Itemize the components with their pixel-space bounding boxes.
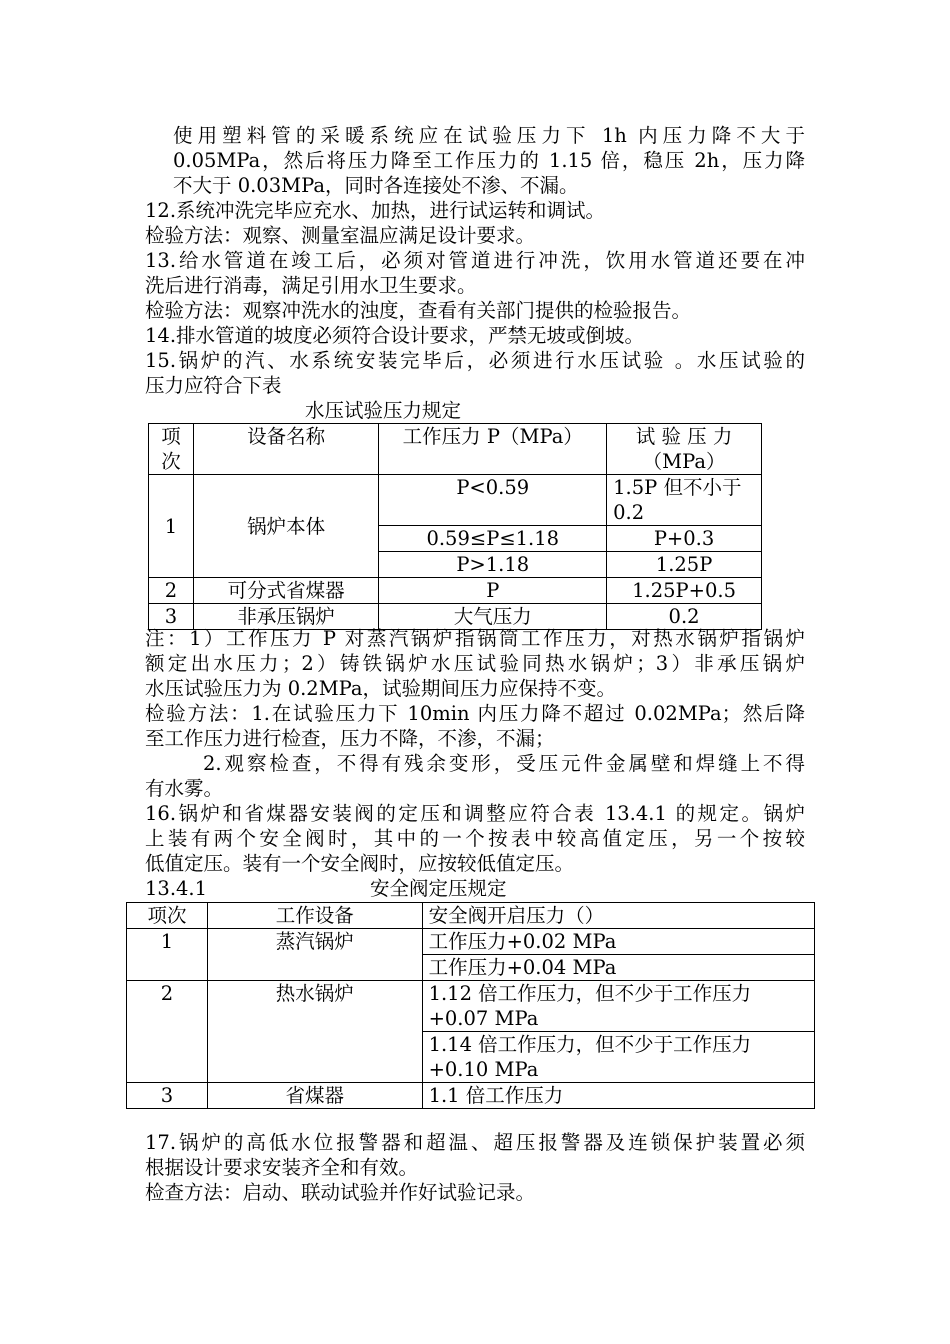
table-cell: 锅炉本体 [193, 475, 378, 578]
table-row [127, 981, 815, 1032]
table-title: 水压试验压力规定 [305, 399, 462, 422]
header-cell: 试 验 压 力（MPa） [607, 424, 762, 475]
table-cell: P [379, 578, 607, 604]
table-cell: 2 [127, 981, 208, 1083]
table-header-row [149, 424, 762, 475]
table-cell: 0.59≤P≤1.18 [379, 526, 607, 552]
paragraph-line: 0.05MPa，然后将压力降至工作压力的 1.15 倍，稳压 2h，压力降 [173, 149, 805, 172]
note-line: 注：1）工作压力 P 对蒸汽锅炉指锅筒工作压力，对热水锅炉指锅炉 [145, 627, 805, 650]
table-row [127, 929, 815, 955]
cell-line: 1.14 倍工作压力，但不少于工作压力 [428, 1033, 752, 1056]
table-cell: 非承压锅炉 [193, 604, 378, 630]
safety-valve-table [126, 902, 815, 1109]
table-cell: P<0.59 [379, 475, 607, 526]
note-line: 2.观察检查，不得有残余变形，受压元件金属壁和焊缝上不得 [203, 752, 805, 775]
paragraph-line: 根据设计要求安装齐全和有效。 [145, 1156, 419, 1179]
header-cell: 安全阀开启压力（） [422, 903, 814, 929]
table-cell [422, 981, 814, 1032]
paragraph-line: 检查方法：启动、联动试验并作好试验记录。 [145, 1181, 536, 1204]
cell-line: +0.07 MPa [428, 1007, 539, 1030]
paragraph-line: 检验方法：观察、测量室温应满足设计要求。 [145, 224, 536, 247]
table-cell: 1 [127, 929, 208, 981]
header-cell: 工作设备 [207, 903, 422, 929]
note-line: 有水雾。 [145, 777, 224, 800]
pressure-test-table [148, 423, 762, 630]
table-cell: 蒸汽锅炉 [207, 929, 422, 981]
header-cell: 项次 [127, 903, 208, 929]
paragraph-line: 12.系统冲洗完毕应充水、加热，进行试运转和调试。 [145, 199, 606, 222]
table-cell: 工作压力+0.04 MPa [422, 955, 814, 981]
table-cell: 2 [149, 578, 194, 604]
table-cell: 0.2 [607, 604, 762, 630]
paragraph-line: 不大于 0.03MPa，同时各连接处不渗、不漏。 [173, 174, 579, 197]
note-line: 检验方法：1.在试验压力下 10min 内压力降不超过 0.02MPa；然后降 [145, 702, 805, 725]
table-cell: 1 [149, 475, 194, 578]
table-cell: 1.5P 但不小于 0.2 [607, 475, 762, 526]
table-cell: 3 [149, 604, 194, 630]
note-line: 上装有两个安全阀时，其中的一个按表中较高值定压，另一个按较 [145, 827, 805, 850]
table-cell: 热水锅炉 [207, 981, 422, 1083]
paragraph-line: 检验方法：观察冲洗水的浊度，查看有关部门提供的检验报告。 [145, 299, 692, 322]
table-header-row [127, 903, 815, 929]
header-cell: 设备名称 [193, 424, 378, 475]
note-line: 至工作压力进行检查，压力不降，不渗，不漏； [145, 727, 555, 750]
paragraph-line: 15.锅炉的汽、水系统安装完毕后，必须进行水压试验 。水压试验的 [145, 349, 805, 372]
table-cell: 省煤器 [207, 1083, 422, 1109]
note-line: 16.锅炉和省煤器安装阀的定压和调整应符合表 13.4.1 的规定。锅炉 [145, 802, 805, 825]
note-line: 水压试验压力为 0.2MPa，试验期间压力应保持不变。 [145, 677, 617, 700]
table-cell: 3 [127, 1083, 208, 1109]
paragraph-line: 使用塑料管的采暖系统应在试验压力下 1h 内压力降不大于 [173, 124, 805, 147]
table-cell: 1.25P [607, 552, 762, 578]
header-cell: 项次 [149, 424, 194, 475]
table-cell: 可分式省煤器 [193, 578, 378, 604]
table-number: 13.4.1 [145, 877, 208, 900]
table-cell: 工作压力+0.02 MPa [422, 929, 814, 955]
table-cell: P>1.18 [379, 552, 607, 578]
table-row [149, 475, 762, 526]
note-line: 额定出水压力；2）铸铁锅炉水压试验同热水锅炉；3）非承压锅炉 [145, 652, 805, 675]
header-cell: 工作压力 P（MPa） [379, 424, 607, 475]
paragraph-line: 17.锅炉的高低水位报警器和超温、超压报警器及连锁保护装置必须 [145, 1131, 805, 1154]
table-cell [422, 1032, 814, 1083]
table-cell: 1.1 倍工作压力 [422, 1083, 814, 1109]
table-cell: P+0.3 [607, 526, 762, 552]
table-row [127, 1083, 815, 1109]
note-line: 低值定压。装有一个安全阀时，应按较低值定压。 [145, 852, 575, 875]
paragraph-line: 压力应符合下表 [145, 374, 282, 397]
paragraph-line: 14.排水管道的坡度必须符合设计要求，严禁无坡或倒坡。 [145, 324, 645, 347]
paragraph-line: 13.给水管道在竣工后，必须对管道进行冲洗，饮用水管道还要在冲 [145, 249, 805, 272]
table-title: 安全阀定压规定 [370, 877, 507, 900]
table-cell: 大气压力 [379, 604, 607, 630]
table-cell: 1.25P+0.5 [607, 578, 762, 604]
cell-line: +0.10 MPa [428, 1058, 539, 1081]
table-row [149, 578, 762, 604]
paragraph-line: 洗后进行消毒，满足引用水卫生要求。 [145, 274, 477, 297]
cell-line: 1.12 倍工作压力，但不少于工作压力 [428, 982, 752, 1005]
